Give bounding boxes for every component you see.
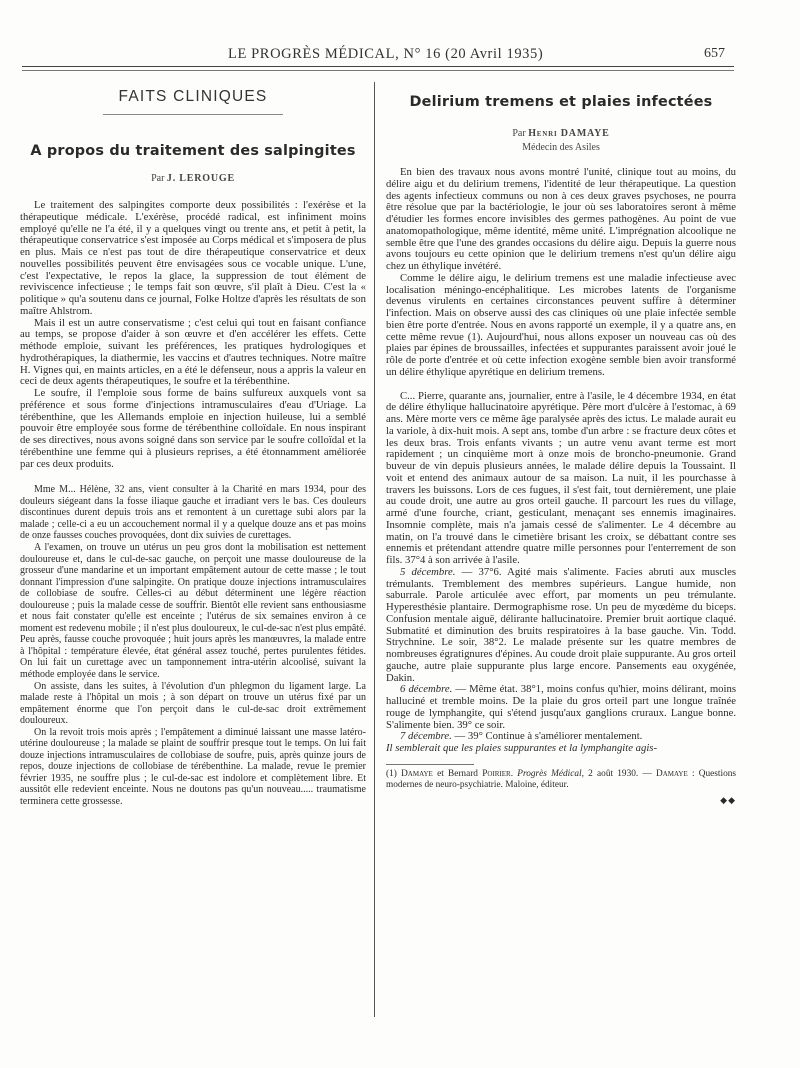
byline-par: Par <box>512 128 526 139</box>
column-divider <box>374 82 375 1017</box>
paragraph: En bien des travaux nous avons montré l'unité, clinique tout au moins, du délire aigu et du delirium tremens, l'identité de leur thérapeutique. La question des agents infectieux communs ou non à ces deux graves psychoses, ne pourra être résolue que par la bactériologie, le jour où ses laboratoires seront à même d'étudier les formes encore invisibles des germes pathogènes. Au point de vue anatomopathologique, même identité, même unité. L'imprégnation alcoolique ne semble être que l'une des grandes occasions du délire aigu. Depuis la guerre nous avons toujours eu cette opinion que le delirium tremens n'est qu'un délire aigu chez un éthylique invétéré. <box>386 166 736 272</box>
case-paragraph: On assiste, dans les suites, à l'évolution d'un phlegmon du ligament large. La malade reste à l'hôpital un mois ; à son départ on trouve un utérus fixé par un empâtement énorme que l'on perçoit dans le cul-de-sac droit extrêmement douloureux. <box>20 680 366 727</box>
paragraph: Mais il est un autre conservatisme ; c'est celui qui tout en faisant confiance au temps, se propose d'aider à son œuvre et d'en accélérer les effets. Cette méthode emploie, suivant les préférences, les pratiques hydrologiques et hydrothérapiques, la diathermie, les vaccins et d'autres techniques. Notre maître H. Vignes qui, en maints articles, en a été le défenseur, nous a appris la valeur en ceci de deux agents thérapeutiques, le soufre et la térébenthine. <box>20 316 366 388</box>
header-rule-thin <box>22 70 734 71</box>
case-paragraph: Mme M... Hélène, 32 ans, vient consulter à la Charité en mars 1934, pour des douleurs siégeant dans la fosse iliaque gauche et irradiant vers le bas. Ces douleurs discontinues durent depuis trois ans et remontent à un curettage subi alors par la malade ; celle-ci a eu un accouchement normal il y a quelque douze ans et pas moins de onze fausses couches provoquées, dont dix suivies de curettages. <box>20 484 366 542</box>
case-paragraph: On la revoit trois mois après ; l'empâtement a diminué laissant une masse latéro-utérine douloureuse ; la malade se plaint de souffrir presque tout le temps. On lui fait douze injections intramusculaires de collobiase de soufre, puis, après quinze jours de repos, douze injections de collobiase de térébenthine. La malade, revue le premier février 1935, ne souffre plus ; le cul-de-sac est indolore et complètement libre. Et aussitôt elle redevient enceinte. Nous ne doutons pas qu'un nouveau..... traumatisme terminera cette grossesse. <box>20 726 366 808</box>
author-name: J. LEROUGE <box>166 173 235 184</box>
left-column <box>20 80 366 808</box>
article-body <box>386 167 736 379</box>
dated-entry <box>386 567 736 685</box>
entry-text: — Même état. 38°1, moins confus qu'hier, moins délirant, moins halluciné et tremble moins. De la plaie du gros orteil part une longue traînée rouge de lymphangite, qui s'étend jusqu'aux ganglions cruraux. Langue bonne. S'alimente bien. 39° ce soir. <box>386 683 737 731</box>
footnote: (1) Damaye et Bernard Poirier. Progrès Médical, 2 août 1930. — Damaye : Questions modernes de neuro-psychiatrie. Maloine, éditeur. <box>386 768 736 790</box>
paragraph: Le traitement des salpingites comporte deux possibilités : l'exérèse et la thérapeutique médicale. L'exérèse, procédé radical, est infiniment moins employé qu'elle ne l'a été, il y a quelques vingt ou trente ans, et petit à petit, la thérapeutique conservatrice s'est imposée au Corps médical et s'imposera de plus en plus. Mais ce n'est pas tout de dire thérapeutique conservatrice et deux nouvelles possibilités peuvent être envisagées sous ce vocable unique. L'une, c'est l'expectative, le repos la glace, la suppression de tout élément de reviviscence infectieuse ; le temps fait son œuvre, s'il plaît à Dieu. C'est la « politique » qu'a soutenu dans ce journal, Folke Holtze d'après les résultats de son maître Ahlstrom. <box>20 199 366 317</box>
right-column <box>386 80 736 806</box>
continued-line: Il semblerait que les plaies suppurantes et la lymphangite agis- <box>386 742 658 754</box>
case-paragraph: C... Pierre, quarante ans, journalier, entre à l'asile, le 4 décembre 1934, en état de délire éthylique hallucinatoire apyrétique. Père mort d'ulcère à l'estomac, à 69 ans. Mère morte vers ce même âge paralysée après des ictus. Le malade aurait eu la variole, à dix-huit mois. A sept ans, tombe d'un arbre : se fracture deux côtes et les deux bras. Trois enfants vivants ; un autre venu avant terme est mort rapidement ; un cinquième mort à onze mois de broncho-pneumonie. Grand buveur de vin depuis plusieurs années, le malade délire depuis la Toussaint. Il voit et entend des animaux autour de sa maison. La nuit, il les pourchasse à travers les buissons. Lors de ces fugues, il s'est fait, tout dernièrement, une plaie au coude droit, une autre au gros orteil gauche. Il parcourt les rues du village, armé d'une fourche, criant, gesticulant, menaçant ses ennemis imaginaires. Insomnie complète, mais n'a jamais cessé de s'alimenter. Le 4 décembre au matin, on l'a trouvé dans le cimetière brisant les croix, se débattant contre ses ennemis et prétendant attendre quatre mille personnes pour l'enterrement de son fils. 37°4 à son arrivée à l'asile. <box>386 389 736 566</box>
case-report <box>20 484 366 807</box>
entry-date: 5 décembre. <box>400 565 456 578</box>
entry-date: 6 décembre. <box>400 683 453 696</box>
byline <box>386 128 736 139</box>
running-header <box>228 44 728 66</box>
page-number: 657 <box>704 46 725 61</box>
section-rule <box>103 114 283 115</box>
end-ornament: ◆◆ <box>720 794 736 805</box>
author-affiliation: Médecin des Asiles <box>522 142 600 153</box>
section-heading: FAITS CLINIQUES <box>118 88 268 105</box>
article-body <box>20 200 366 470</box>
author-name: Henri DAMAYE <box>528 128 610 139</box>
article-title-delirium: Delirium tremens et plaies infectées <box>409 94 713 110</box>
journal-header: LE PROGRÈS MÉDICAL, N° 16 (20 Avril 1935) <box>228 46 544 62</box>
entry-date: 7 décembre. <box>400 730 452 743</box>
case-report <box>386 391 736 755</box>
paragraph: Comme le délire aigu, le delirium tremens est une maladie infectieuse avec localisation méningo-encéphalitique. Les microbes latents de l'organisme devenus virulents en certaines circonstances peuvent suffire à déterminer l'infection. Mais on observe aussi des cas cliniques où une plaie infectée semble bien être porte d'entrée. Nous en avons rapporté un exemple, il y a quatre ans, en cette même revue (1). Aujourd'hui, nous allons exposer un nouveau cas où des plaies par épines de broussailles, infectées et suppurantes paraissent avoir joué le rôle de porte d'entrée et où cette infection exogène semble bien avoir transformé un délire éthylique apyrétique en delirium tremens. <box>386 271 736 378</box>
case-paragraph: A l'examen, on trouve un utérus un peu gros dont la mobilisation est nettement douloureuse et, dans le cul-de-sac gauche, on perçoit une masse douloureuse de la grosseur d'une mandarine et un important empâtement autour de cette masse ; le tout donnant l'impression d'une salpingite. On pratique douze injections intramusculaires de collobiase de soufre. Celles-ci au début déterminent une légère réaction douloureuse ; puis la malade cesse de souffrir. Bientôt elle revient sans enthousiasme et nous fait constater qu'elle est enceinte ; l'utérus de six semaines environ à ce moment est redevenu mobile ; il n'est plus douloureux, le cul-de-sac n'est plus empâté. Peu après, fausse couche provoquée ; huit jours après les manœuvres, la malade entre à l'hôpital : température élevée, état général assez touché, pertes purulentes fétides. On lui fait un curettage avec un tamponnement intra-utérin alcoolisé, suivant la méthode employée dans le service. <box>20 541 367 680</box>
dated-entry <box>386 684 736 731</box>
entry-text: — 37°6. Agité mais s'alimente. Facies abruti aux muscles trémulants. Tremblement des membres supérieurs. Langue humide, non saburrale. Parole articulée avec effort, par moments un peu trémulante. Hyperesthésie plantaire. Dermographisme rose. Un peu de myœdème du biceps. Confusion mentale aiguë, délirante hallucinatoire. Premier bruit aortique claqué. Submatité et diminution des bruits respiratoires à la base gauche. Vin. Todd. Strychnine. Le soir, 38°2. Le malade présente sur les quatre membres de nombreuses égratignures d'épines. Au coude droit plaie suppurante. Au gros orteil gauche, autre plaie suppurante plus large encore. Pansements eau oxygénée, Dakin. <box>386 565 736 684</box>
entry-text: — 39° Continue à s'améliorer mentalement. <box>454 730 643 743</box>
article-title-salpingites: A propos du traitement des salpingites <box>30 143 356 159</box>
paragraph: Le soufre, il l'emploie sous forme de bains sulfureux auxquels vont sa préférence et sous forme d'injections intramusculaires d'eau d'Uriage. La térébenthine, que les Allemands emploie en injection huileuse, lui a semblé pouvoir être employée sous forme de térébenthine colloïdale. En nous inspirant de ses directives, nous avons soigné dans son service par le soufre colloïdal et la térébenthine une femme qui à plusieurs reprises, a été étonnamment améliorée par ces deux produits. <box>20 387 366 470</box>
byline-par: Par <box>151 173 165 184</box>
byline <box>20 173 366 184</box>
footnote-rule <box>386 764 474 765</box>
header-rule <box>22 66 734 67</box>
